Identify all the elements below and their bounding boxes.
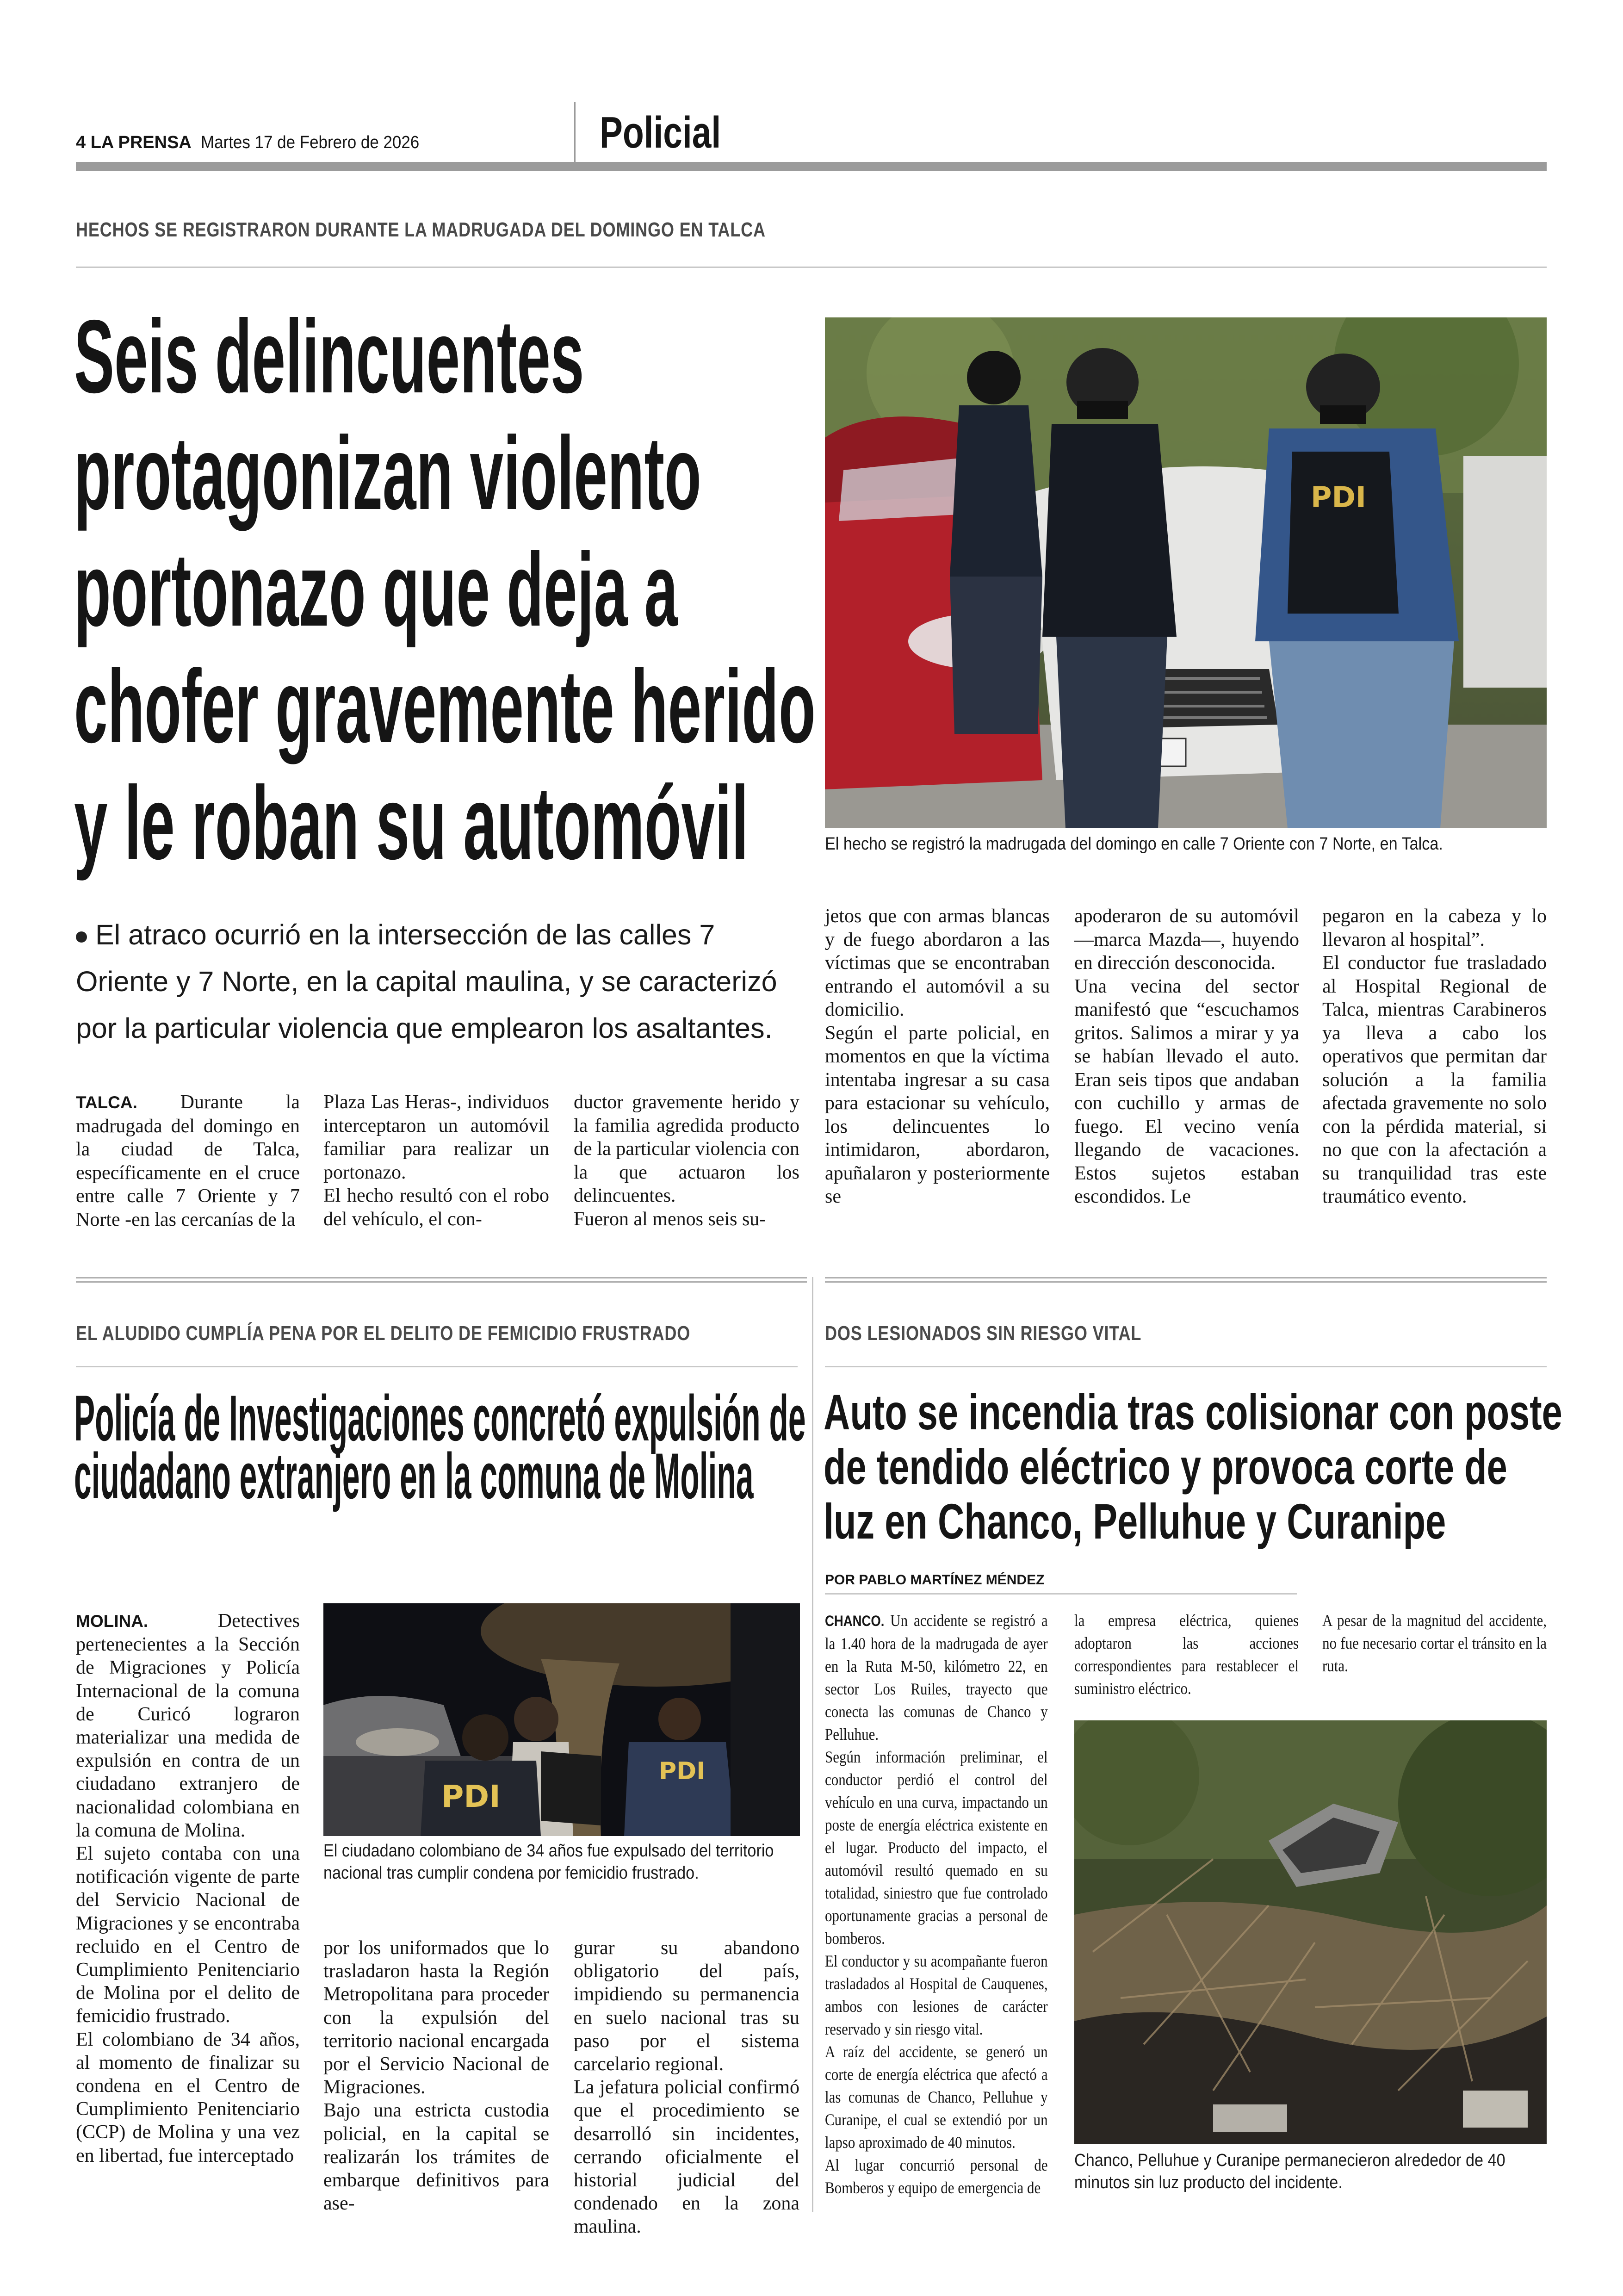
photo-vest-text: PDI: [659, 1757, 706, 1785]
article3-dateline: CHANCO.: [825, 1613, 885, 1629]
article1-col5-text: Una vecina del sector manifestó que “escuchamos gritos. Salimos a mirar y ya se habían llevado el auto. Eran seis tipos que andaban con cuchillo y armas de fuego. El vecino venía llegando de vacaciones. Estos sujetos estaban escondidos. Le: [1074, 975, 1299, 1207]
article2-col2-text: por los uniformados que lo trasladaron hasta la Región Metropolitana para proceder con la expulsión del territorio nacional encargada por el Servicio Nacional de Migraciones.: [323, 1937, 549, 2098]
article2-photo-graphic: [323, 1603, 800, 1836]
article3-headline-line: Auto se incendia tras colisionar con poste: [824, 1384, 1562, 1440]
article1-col3: [574, 1091, 799, 1231]
photo-vest-text: PDI: [1311, 480, 1366, 514]
article1-col1-text: Durante la madrugada del domingo en la ciudad de Talca, específicamente en el cruce entre calle 7 Oriente y 7 Norte -en las cercanías de la: [76, 1092, 300, 1230]
article2-headline-line: ciudadano extranjero en la comuna de Molina: [74, 1440, 754, 1512]
lower-top-rule-right: [825, 1277, 1547, 1283]
article3-col1: [825, 1609, 1048, 2199]
article1-col2-text: El hecho resultó con el robo del vehículo, el con-: [323, 1185, 549, 1230]
article3-photo-graphic: [1074, 1720, 1547, 2144]
article1-headline-line: protagonizan violento: [74, 415, 701, 531]
article3-col1-text: A raíz del accidente, se generó un corte de energía eléctrica que afectó a las comunas de Chanco, Pelluhue y Curanipe, el cual se extendió por un lapso aproximado de 40 minutos.: [825, 2042, 1048, 2152]
article3-kicker: DOS LESIONADOS SIN RIESGO VITAL: [825, 1322, 1142, 1345]
article1-photo-caption: El hecho se registró la madrugada del domingo en calle 7 Oriente con 7 Norte, en Talca.: [825, 834, 1443, 854]
article1-col5-text: apoderaron de su automóvil —marca Mazda—, huyendo en dirección desconocida.: [1074, 906, 1299, 974]
article3-col1-text: Al lugar concurrió personal de Bomberos y equipo de emergencia de: [825, 2156, 1048, 2197]
issue-date: Martes 17 de Febrero de 2026: [201, 133, 420, 152]
article1-headline-line: chofer gravemente herido: [74, 648, 816, 764]
article1-headline-line: portonazo que deja a: [74, 531, 678, 648]
article1-col4-text: jetos que con armas blancas y de fuego abordaron a las víctimas que se encontraban entrando el automóvil a su domicilio.: [825, 906, 1050, 1020]
article1-headline-line: Seis delincuentes: [74, 298, 584, 415]
article1-headline-line: y le roban su automóvil: [74, 764, 749, 881]
article1-col6-text: El conductor fue trasladado al Hospital Regional de Talca, mientras Carabineros ya lleva a cabo los operativos que permitan dar solución a la familia afectada gravemente no solo con la pérdida material, si no que con la afectación a su tranquilidad tras este traumático evento.: [1322, 952, 1547, 1207]
article1-col2-text: Plaza Las Heras-, individuos interceptaron un automóvil familiar para realizar un portonazo.: [323, 1092, 549, 1183]
article3-photo: [1074, 1720, 1547, 2144]
summary-line: El atraco ocurrió en la intersección de las calles 7: [95, 919, 715, 950]
article2-col1-text: El sujeto contaba con una notificación vigente de parte del Servicio Nacional de Migraciones y se encontraba recluido en el Centro de Cumplimiento Penitenciario de Molina por el delito de femicidio frustrado.: [76, 1843, 300, 2027]
article3-col3: [1322, 1609, 1547, 1677]
article2-col3-text: La jefatura policial confirmó que el procedimiento se desarrolló sin incidentes, cerrando oficialmente el historial judicial del condenado en la zona maulina.: [574, 2077, 799, 2238]
newspaper-name: LA PRENSA: [90, 133, 192, 152]
page-header: [76, 133, 439, 161]
article3-headline-line: de tendido eléctrico y provoca corte de: [824, 1439, 1507, 1495]
article2-col1: [76, 1609, 300, 2167]
article3-col1-text: Un accidente se registró a la 1.40 hora de la madrugada de ayer en la Ruta M-50, kilómetro 22, en sector Los Ruiles, trayecto que conecta las comunas de Chanco y Pelluhue.: [825, 1611, 1048, 1744]
article2-kicker: EL ALUDIDO CUMPLÍA PENA POR EL DELITO DE FEMICIDIO FRUSTRADO: [76, 1322, 691, 1345]
summary-line: Oriente y 7 Norte, en la capital maulina, y se caracterizó: [76, 966, 777, 997]
article2-col2-text: Bajo una estricta custodia policial, en la capital se realizarán los trámites de embarque definitivos para ase-: [323, 2100, 549, 2215]
article2-col1-text: El colombiano de 34 años, al momento de finalizar su condena en el Centro de Cumplimiento Penitenciario (CCP) de Molina y una vez en libertad, fue interceptado: [76, 2029, 300, 2166]
article1-col1: [76, 1091, 300, 1231]
article2-col2: [323, 1936, 549, 2215]
article1-col3-text: ductor gravemente herido y la familia agredida producto de la particular violencia con la que actuaron los delincuentes.: [574, 1092, 799, 1206]
header-rule: [76, 162, 1547, 171]
article3-kicker-rule: [825, 1366, 1547, 1367]
article1-kicker: HECHOS SE REGISTRARON DURANTE LA MADRUGADA DEL DOMINGO EN TALCA: [76, 218, 766, 241]
article3-col2: [1074, 1609, 1299, 1700]
article3-col2-text: la empresa eléctrica, quienes adoptaron las acciones correspondientes para restablecer el suministro eléctrico.: [1074, 1611, 1299, 1698]
bullet-icon: [76, 931, 87, 943]
article3-col1-text: El conductor y su acompañante fueron trasladados al Hospital de Cauquenes, ambos con lesiones de carácter reservado y sin riesgo vital.: [825, 1952, 1048, 2038]
article1-col2: [323, 1091, 549, 1231]
article1-summary: [76, 912, 777, 1052]
article3-col3-text: A pesar de la magnitud del accidente, no fue necesario cortar el tránsito en la ruta.: [1322, 1611, 1547, 1675]
article1-col3-text: Fueron al menos seis su-: [574, 1208, 766, 1230]
article2-photo: [323, 1603, 800, 1836]
article2-col1-text: Detectives pertenecientes a la Sección de Migraciones y Policía Internacional de la comuna de Curicó lograron materializar una medida de expulsión en contra de un ciudadano extranjero de nacionalidad colombiana en la comuna de Molina.: [76, 1610, 300, 1841]
article1-dateline: TALCA.: [76, 1093, 137, 1112]
summary-line: por la particular violencia que emplearon los asaltantes.: [76, 1012, 773, 1044]
header-divider: [574, 102, 576, 164]
article1-kicker-rule: [76, 267, 1547, 268]
article1-col6: [1322, 905, 1547, 1209]
article1-col4: [825, 905, 1050, 1209]
article3-photo-caption: Chanco, Pelluhue y Curanipe permanecieron alrededor de 40 minutos sin luz producto del incidente.: [1074, 2151, 1505, 2192]
lower-column-divider: [812, 1277, 813, 2212]
article3-headline-line: luz en Chanco, Pelluhue y Curanipe: [824, 1493, 1446, 1549]
article1-col5: [1074, 905, 1299, 1209]
section-title: Policial: [600, 108, 721, 157]
article3-col1-text: Según información preliminar, el conductor perdió el control del vehículo en una curva, impactando un poste de energía eléctrica existente en el lugar. Producto del impacto, el automóvil resultó quemado en su totalidad, siniestro que fue controlado oportunamente gracias a personal de bomberos.: [825, 1748, 1048, 1948]
article2-photo-caption: El ciudadano colombiano de 34 años fue expulsado del territorio nacional tras cumplir condena por femicidio frustrado.: [323, 1841, 774, 1883]
article1-photo-graphic: [825, 317, 1547, 828]
article3-byline: POR PABLO MARTÍNEZ MÉNDEZ: [825, 1572, 1045, 1588]
article1-col6-text: pegaron en la cabeza y lo llevaron al hospital”.: [1322, 906, 1547, 950]
photo-vest-text: PDI: [441, 1779, 501, 1814]
article2-kicker-rule: [76, 1366, 798, 1367]
article2-col3: [574, 1936, 799, 2239]
lower-top-rule-left: [76, 1277, 807, 1283]
article1-photo: [825, 317, 1547, 828]
article2-col3-text: gurar su abandono obligatorio del país, impidiendo su permanencia en suelo nacional tras su paso por el sistema carcelario regional.: [574, 1937, 799, 2075]
article2-headline-line: Policía de Investigaciones concretó expulsión de: [74, 1382, 806, 1454]
article2-dateline: MOLINA.: [76, 1612, 149, 1631]
article1-col4-text: Según el parte policial, en momentos en que la víctima intentaba ingresar a su casa para estacionar su vehículo, los delincuentes lo intimidaron, abordaron, apuñalaron y posteriormente se: [825, 1022, 1050, 1207]
page-number: 4: [76, 133, 86, 152]
article3-byline-rule: [825, 1593, 1297, 1595]
